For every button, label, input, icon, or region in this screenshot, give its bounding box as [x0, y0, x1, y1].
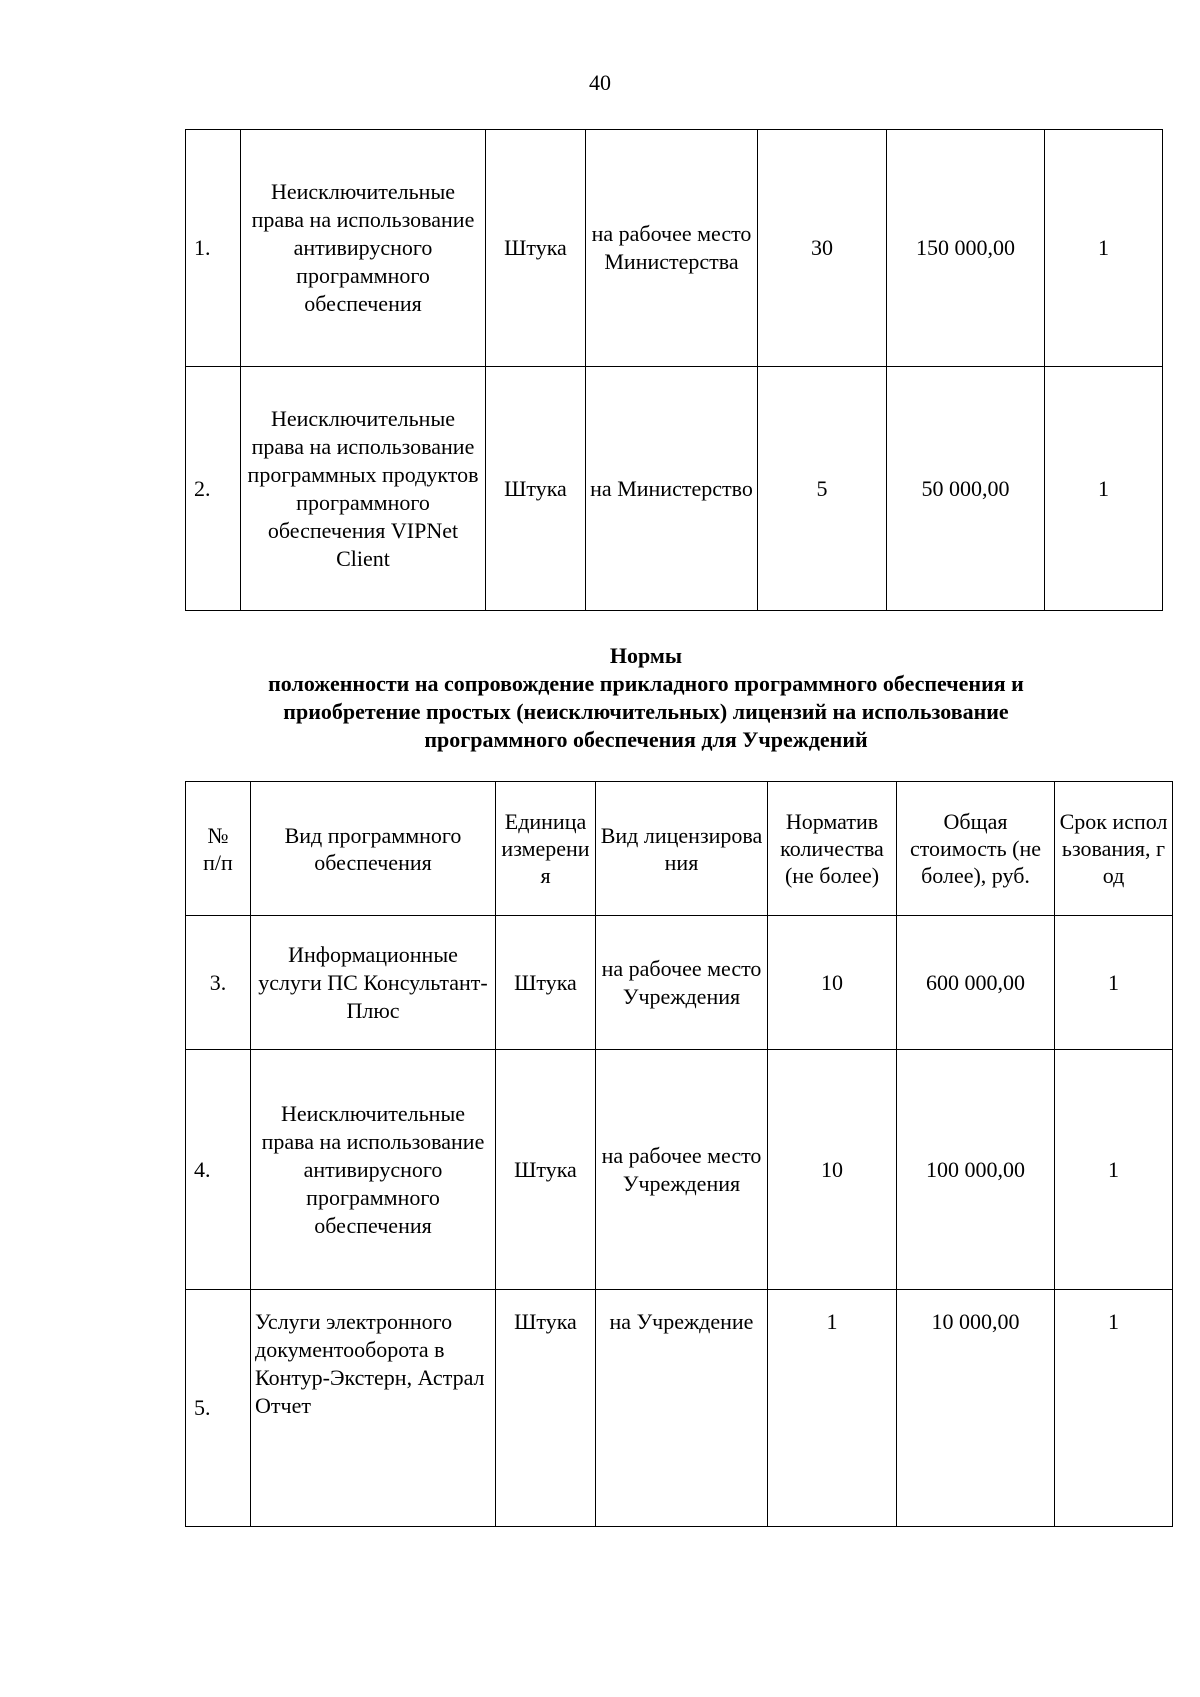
table-header-row: [186, 782, 1173, 916]
quantity-cell: 1: [768, 1290, 897, 1527]
heading-line: положенности на сопровождение прикладного программного обеспечения и: [268, 671, 1024, 696]
quantity-cell: 5: [758, 367, 887, 611]
cost-cell: 10 000,00: [897, 1290, 1055, 1527]
row-number: 5.: [186, 1290, 251, 1527]
unit-cell: Штука: [486, 130, 586, 367]
unit-cell: Штука: [496, 1290, 596, 1527]
header-term: Срок использования, год: [1055, 782, 1173, 916]
license-type-cell: на рабочее место Учреждения: [596, 916, 768, 1050]
license-type-cell: на Министерство: [586, 367, 758, 611]
quantity-cell: 10: [768, 1050, 897, 1290]
unit-cell: Штука: [486, 367, 586, 611]
institution-norms-table: [185, 781, 1173, 1527]
quantity-cell: 10: [768, 916, 897, 1050]
software-name: Неисключительные права на использование антивирусного программного обеспечения: [241, 130, 486, 367]
cost-cell: 600 000,00: [897, 916, 1055, 1050]
software-name: Услуги электронного документооборота в Контур-Экстерн, Астрал Отчет: [251, 1290, 496, 1527]
software-name: Неисключительные права на использование антивирусного программного обеспечения: [251, 1050, 496, 1290]
license-type-cell: на рабочее место Учреждения: [596, 1050, 768, 1290]
cost-cell: 50 000,00: [887, 367, 1045, 611]
row-number: 3.: [186, 916, 251, 1050]
table-row: [186, 916, 1173, 1050]
term-cell: 1: [1045, 367, 1163, 611]
section-heading: [185, 642, 1107, 754]
term-cell: 1: [1055, 916, 1173, 1050]
header-unit: Единица измерения: [496, 782, 596, 916]
license-type-cell: на рабочее место Министерства: [586, 130, 758, 367]
heading-title: Нормы: [609, 643, 683, 668]
software-name: Неисключительные права на использование программных продуктов программного обеспечения VIPNet Client: [241, 367, 486, 611]
cost-cell: 100 000,00: [897, 1050, 1055, 1290]
quantity-cell: 30: [758, 130, 887, 367]
term-cell: 1: [1045, 130, 1163, 367]
heading-line: приобретение простых (неисключительных) лицензий на использование: [283, 699, 1009, 724]
unit-cell: Штука: [496, 916, 596, 1050]
software-name: Информационные услуги ПС Консультант-Плюс: [251, 916, 496, 1050]
license-type-cell: на Учреждение: [596, 1290, 768, 1527]
term-cell: 1: [1055, 1290, 1173, 1527]
table-row: [186, 130, 1163, 367]
top-norms-table: [185, 129, 1163, 611]
heading-line: программного обеспечения для Учреждений: [424, 727, 868, 752]
row-number: 1.: [186, 130, 241, 367]
table-row: [186, 1290, 1173, 1527]
row-number: 4.: [186, 1050, 251, 1290]
header-license-type: Вид лицензирования: [596, 782, 768, 916]
header-number: № п/п: [186, 782, 251, 916]
header-software-type: Вид программного обеспечения: [251, 782, 496, 916]
term-cell: 1: [1055, 1050, 1173, 1290]
header-cost: Общая стоимость (не более), руб.: [897, 782, 1055, 916]
unit-cell: Штука: [496, 1050, 596, 1290]
cost-cell: 150 000,00: [887, 130, 1045, 367]
table-row: [186, 367, 1163, 611]
header-quantity: Норматив количества (не более): [768, 782, 897, 916]
table-row: [186, 1050, 1173, 1290]
page-number: 40: [589, 70, 611, 95]
row-number: 2.: [186, 367, 241, 611]
